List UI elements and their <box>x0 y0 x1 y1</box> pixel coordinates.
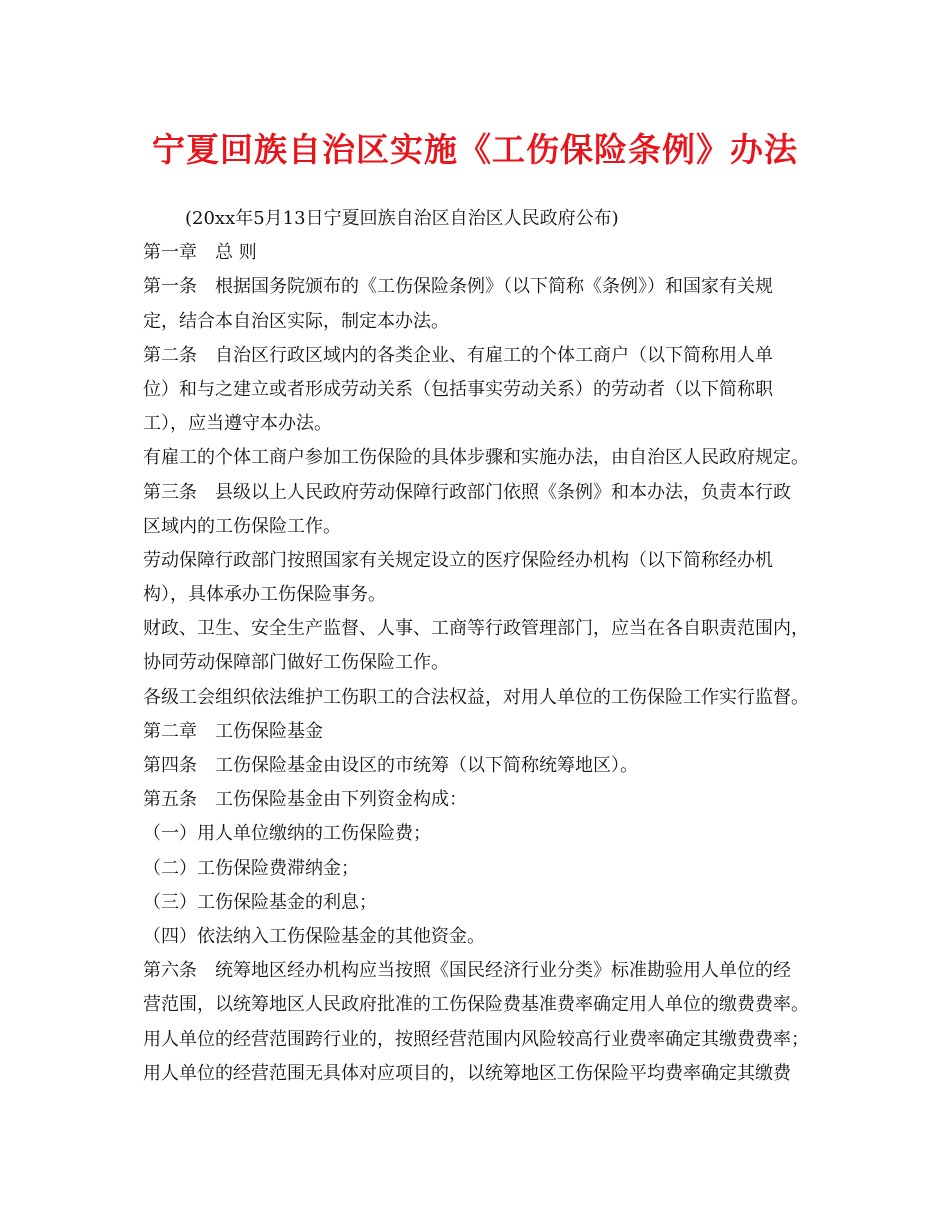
article-line: 位）和与之建立或者形成劳动关系（包括事实劳动关系）的劳动者（以下简称职 <box>143 378 773 400</box>
paragraph-line: 有雇工的个体工商户参加工伤保险的具体步骤和实施办法，由自治区人民政府规定。 <box>143 447 809 469</box>
chapter-heading: 第二章 工伤保险基金 <box>143 720 323 742</box>
article-line: 定，结合本自治区实际，制定本办法。 <box>143 310 449 332</box>
article-line: 第三条 县级以上人民政府劳动保障行政部门依照《条例》和本办法，负责本行政 <box>143 481 791 503</box>
chapter-heading: 第一章 总 则 <box>143 242 257 264</box>
article-line: 区域内的工伤保险工作。 <box>143 515 341 537</box>
article-line: 第一条 根据国务院颁布的《工伤保险条例》（以下简称《条例》）和国家有关规 <box>143 276 773 298</box>
publication-note: (20xx年5月13日宁夏回族自治区自治区人民政府公布) <box>185 208 619 229</box>
paragraph-line: 各级工会组织依法维护工伤职工的合法权益，对用人单位的工伤保险工作实行监督。 <box>143 686 809 708</box>
article-line: 工），应当遵守本办法。 <box>143 413 332 435</box>
document-body <box>143 202 823 1091</box>
document-title: 宁夏回族自治区实施《工伤保险条例》办法 <box>152 130 798 169</box>
paragraph-line: 协同劳动保障部门做好工伤保险工作。 <box>143 652 449 674</box>
list-item: （一）用人单位缴纳的工伤保险费； <box>143 823 431 845</box>
article-line: 第六条 统筹地区经办机构应当按照《国民经济行业分类》标准勘验用人单位的经 <box>143 960 791 982</box>
list-item: （二）工伤保险费滞纳金； <box>143 857 359 879</box>
paragraph-line: 劳动保障行政部门按照国家有关规定设立的医疗保险经办机构（以下简称经办机 <box>143 549 773 571</box>
article-line: 营范围，以统筹地区人民政府批准的工伤保险费基准费率确定用人单位的缴费费率。 <box>143 994 809 1016</box>
article-line: 第二条 自治区行政区域内的各类企业、有雇工的个体工商户（以下简称用人单 <box>143 344 773 366</box>
article-line: 第四条 工伤保险基金由设区的市统筹（以下简称统筹地区）。 <box>143 755 638 776</box>
paragraph-line: 用人单位的经营范围跨行业的，按照经营范围内风险较高行业费率确定其缴费费率； <box>143 1028 809 1050</box>
paragraph-line: 用人单位的经营范围无具体对应项目的，以统筹地区工伤保险平均费率确定其缴费 <box>143 1062 791 1084</box>
list-item: （四）依法纳入工伤保险基金的其他资金。 <box>143 925 485 947</box>
article-line: 第五条 工伤保险基金由下列资金构成： <box>143 789 467 811</box>
list-item: （三）工伤保险基金的利息； <box>143 891 377 913</box>
paragraph-line: 构），具体承办工伤保险事务。 <box>143 584 386 606</box>
paragraph-line: 财政、卫生、安全生产监督、人事、工商等行政管理部门，应当在各自职责范围内， <box>143 618 809 640</box>
